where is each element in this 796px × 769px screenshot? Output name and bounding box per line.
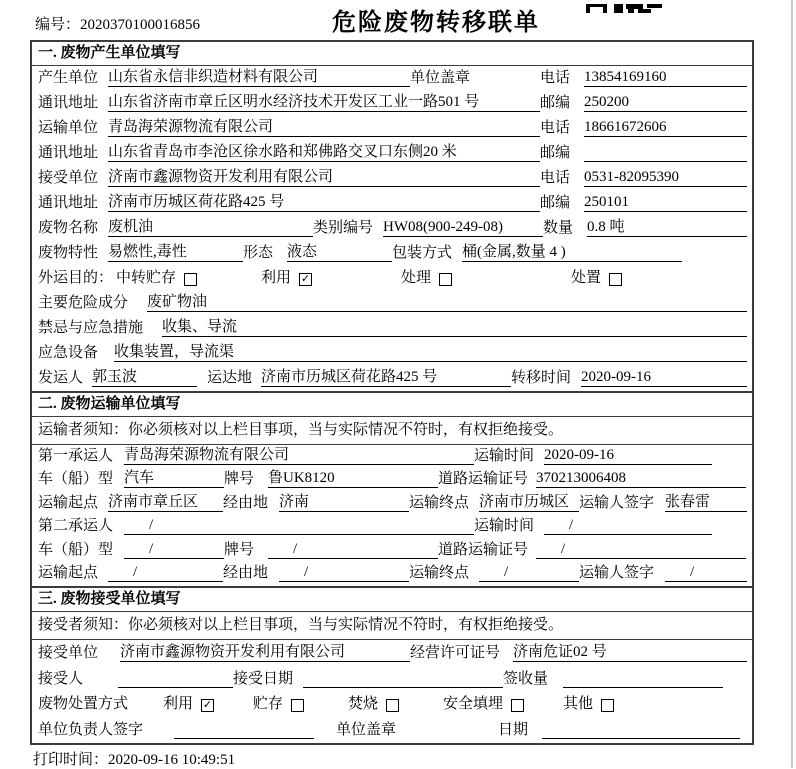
- field-value: 2020-09-16: [544, 446, 712, 465]
- field-label: 运输时间: [474, 447, 535, 464]
- form-row: [32, 539, 752, 563]
- field-value: /: [544, 516, 712, 535]
- field-label: 运输人签字: [579, 565, 655, 581]
- field-label: 接受单位: [38, 170, 99, 186]
- field-label: 形态: [243, 245, 274, 261]
- field-label: 道路运输证号: [438, 471, 529, 487]
- field-value: 废机油: [108, 218, 313, 237]
- field-label: 第二承运人: [38, 518, 114, 534]
- field-value: 废矿物油: [147, 293, 747, 312]
- field-label: 运输起点: [38, 565, 99, 581]
- form-row: [32, 492, 752, 516]
- checkbox-label: 焚烧: [348, 696, 379, 713]
- field-label: 运输终点: [409, 494, 470, 511]
- form-row: [32, 366, 752, 391]
- checkbox-label: 贮存: [253, 696, 284, 713]
- field-value: 370213006408: [536, 469, 746, 488]
- form-row: [32, 216, 752, 241]
- field-label: 经营许可证号: [410, 644, 501, 661]
- form-row: [32, 141, 752, 166]
- form-row: [32, 191, 752, 216]
- field-label: 运达地: [207, 370, 253, 386]
- field-value: [118, 670, 233, 688]
- field-label: 邮编: [540, 145, 571, 161]
- form-row: [32, 692, 752, 718]
- field-value: 济南市历城区荷花路425 号: [108, 193, 540, 212]
- section-notice: 接受者须知：你必须核对以上栏目事项，当与实际情况不符时，有权拒绝接受。: [32, 612, 752, 640]
- checkbox-unchecked-icon: [601, 699, 614, 712]
- field-value: /: [665, 563, 747, 582]
- field-value: 0.8 吨: [587, 218, 747, 237]
- form-row: [32, 516, 752, 540]
- checkbox-label: 其他: [563, 696, 594, 713]
- field-value: /: [536, 540, 746, 559]
- field-value: 山东省济南市章丘区明水经济技术开发区工业一路501 号: [108, 93, 540, 112]
- checkbox-unchecked-icon: [291, 699, 304, 712]
- checkbox-option: [163, 695, 253, 713]
- field-label: 电话: [540, 120, 571, 136]
- field-label: 签收量: [503, 670, 549, 687]
- page-title: 危险废物转移联单: [332, 10, 540, 36]
- form-row: [32, 291, 752, 316]
- section-notice: 运输者须知：你必须核对以上栏目事项，当与实际情况不符时，有权拒绝接受。: [32, 417, 752, 445]
- field-label: 第一承运人: [38, 447, 114, 464]
- checkbox-checked-icon: ✓: [300, 272, 311, 285]
- form-row: [32, 563, 752, 587]
- checkbox-option: [401, 269, 571, 287]
- form-row: [32, 316, 752, 341]
- field-value: /: [124, 540, 224, 559]
- form-row: [32, 640, 752, 666]
- field-value: 250200: [584, 93, 747, 112]
- document-number: [35, 13, 200, 34]
- document-number-value: 2020370100016856: [80, 17, 201, 33]
- form-row: [32, 66, 752, 91]
- field-label: 通讯地址: [38, 145, 99, 161]
- field-value: 收集、导流: [162, 318, 747, 337]
- field-value: 济南: [279, 493, 409, 512]
- field-label: 应急设备: [38, 345, 99, 361]
- field-label: 车（船）型: [38, 541, 114, 558]
- form-row: [32, 666, 752, 692]
- field-value: /: [279, 563, 409, 582]
- checkbox-label: 中转贮存: [116, 270, 177, 286]
- field-label: 主要危险成分: [38, 295, 129, 311]
- field-value: 18661672606: [584, 118, 747, 137]
- form-row: [32, 166, 752, 191]
- field-value: 青岛海荣源物流有限公司: [108, 118, 540, 137]
- field-value: 易燃性,毒性: [108, 243, 243, 262]
- section-heading: 二. 废物运输单位填写: [32, 393, 752, 417]
- checkbox-option: [571, 269, 747, 287]
- field-label: 运输时间: [474, 518, 535, 534]
- field-value: 郭玉波: [92, 368, 197, 387]
- document-number-label: 编号：: [35, 17, 81, 33]
- field-label: 废物名称: [38, 220, 99, 236]
- form-row: [32, 91, 752, 116]
- manifest-table: [30, 40, 754, 745]
- field-label: 牌号: [224, 471, 255, 487]
- checkbox-option: [116, 269, 261, 287]
- field-value: 济南市鑫源物资开发利用有限公司: [120, 643, 410, 662]
- field-value: 汽车: [124, 469, 224, 488]
- checkbox-unchecked-icon: [609, 273, 622, 286]
- field-label: 车（船）型: [38, 471, 114, 487]
- field-label: 接受日期: [233, 670, 294, 687]
- print-time: [33, 748, 235, 769]
- field-value: [303, 670, 503, 688]
- field-value: 13854169160: [584, 68, 747, 87]
- form-row: [32, 445, 752, 469]
- form-row: [32, 341, 752, 366]
- field-label: 道路运输证号: [438, 541, 529, 558]
- section-heading: 三. 废物接受单位填写: [32, 588, 752, 612]
- field-label: 电话: [540, 170, 571, 186]
- form-row: [32, 717, 752, 743]
- checkbox-option: [563, 695, 747, 713]
- field-label: 运输起点: [38, 494, 99, 511]
- field-value: 液态: [287, 243, 392, 262]
- checkbox-checked-icon: ✓: [202, 698, 213, 711]
- checkbox-label: 利用: [261, 270, 292, 286]
- field-label: 日期: [498, 722, 529, 738]
- field-value: 济南市鑫源物资开发利用有限公司: [108, 168, 540, 187]
- field-value: 张春雷: [665, 493, 747, 512]
- page-edge-line: [791, 0, 793, 768]
- section-transporter: [32, 391, 752, 586]
- checkbox-label: 利用: [163, 696, 194, 713]
- field-value: [563, 670, 723, 688]
- field-label: 单位负责人签字: [38, 722, 144, 738]
- field-value: /: [124, 516, 474, 535]
- field-value: 2020-09-16: [581, 368, 747, 387]
- field-value: 250101: [584, 193, 747, 212]
- checkbox-label: 处理: [401, 270, 432, 286]
- field-value: 青岛海荣源物流有限公司: [124, 446, 474, 465]
- checkbox-option: [253, 695, 348, 713]
- field-label: 牌号: [224, 541, 255, 558]
- field-label: 运输人签字: [579, 494, 655, 511]
- form-row: [32, 469, 752, 493]
- checkbox-option: [348, 695, 443, 713]
- field-value: 桶(金属,数量 4 ): [462, 243, 682, 262]
- field-label: 禁忌与应急措施: [38, 320, 144, 336]
- field-value: /: [268, 540, 438, 559]
- section-heading: 一. 废物产生单位填写: [32, 42, 752, 66]
- field-value: 济南市历城区荷花路425 号: [261, 368, 511, 387]
- field-label: 经由地: [223, 565, 269, 581]
- static-text: 单位盖章: [336, 722, 397, 738]
- field-value: 山东省永信非织造材料有限公司: [108, 68, 410, 87]
- field-label: 转移时间: [511, 370, 572, 386]
- field-value: /: [479, 563, 579, 582]
- field-label: 邮编: [540, 195, 571, 211]
- field-label: 电话: [540, 70, 571, 86]
- field-label: 产生单位: [38, 70, 99, 86]
- field-label: 包装方式: [392, 245, 453, 261]
- static-text: 单位盖章: [410, 70, 471, 86]
- checkbox-unchecked-icon: [511, 699, 524, 712]
- field-value: 济南市章丘区: [108, 493, 223, 512]
- field-label: 外运目的：: [38, 270, 114, 286]
- field-label: 类别编号: [313, 220, 374, 236]
- checkbox-unchecked-icon: [439, 273, 452, 286]
- field-value: 0531-82095390: [584, 168, 747, 187]
- field-label: 运输终点: [409, 565, 470, 581]
- field-label: 发运人: [38, 370, 84, 386]
- field-label: 接受人: [38, 670, 84, 687]
- field-label: 经由地: [223, 494, 269, 511]
- field-value: [542, 721, 740, 739]
- field-value: 济南危证02 号: [513, 643, 747, 662]
- field-label: 邮编: [540, 95, 571, 111]
- form-row: [32, 241, 752, 266]
- form-row: [32, 116, 752, 141]
- section-producer: [32, 42, 752, 391]
- field-label: 数量: [543, 220, 574, 236]
- field-value: [174, 721, 314, 739]
- checkbox-unchecked-icon: [386, 699, 399, 712]
- field-label: 运输单位: [38, 120, 99, 136]
- qr-code-fragment-icon: [586, 0, 663, 18]
- field-label: 通讯地址: [38, 195, 99, 211]
- checkbox-unchecked-icon: [184, 273, 197, 286]
- checkbox-option: [443, 695, 563, 713]
- print-time-label: 打印时间：: [33, 752, 109, 768]
- field-value: /: [108, 563, 223, 582]
- field-value: 鲁UK8120: [268, 469, 438, 488]
- section-receiver: [32, 586, 752, 743]
- field-label: 接受单位: [38, 644, 99, 661]
- field-value: 济南市历城区: [479, 493, 579, 512]
- field-label: 废物处置方式: [38, 696, 129, 713]
- field-label: 通讯地址: [38, 95, 99, 111]
- checkbox-label: 安全填埋: [443, 696, 504, 713]
- field-value: 收集装置，导流渠: [114, 343, 747, 362]
- field-value: 山东省青岛市李沧区徐水路和郑佛路交叉口东侧20 米: [108, 143, 540, 162]
- print-time-value: 2020-09-16 10:49:51: [108, 752, 236, 768]
- field-value: [584, 144, 747, 162]
- checkbox-label: 处置: [571, 270, 602, 286]
- field-value: HW08(900-249-08): [383, 218, 543, 237]
- field-label: 废物特性: [38, 245, 99, 261]
- form-row: [32, 266, 752, 291]
- checkbox-option: [261, 269, 401, 287]
